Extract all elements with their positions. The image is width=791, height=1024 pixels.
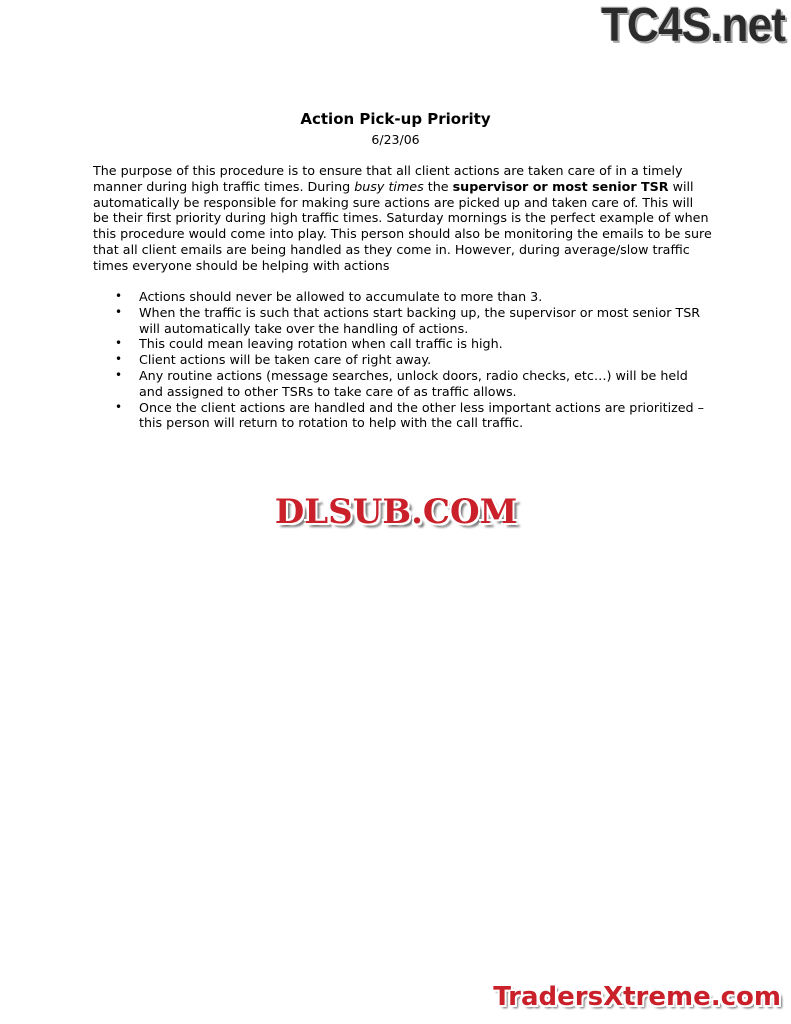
watermark-top: TC4S.net [600,0,785,52]
procedure-bullet-list [93,289,713,431]
document-date: 6/23/06 [371,132,420,147]
bullet-icon: • [115,367,123,382]
bullet-icon: • [115,336,123,351]
intro-paragraph [93,163,713,274]
bullet-item [93,305,713,337]
bullet-text: This could mean leaving rotation when call traffic is high. [139,336,503,352]
bullet-item [93,289,713,305]
bullet-text: When the traffic is such that actions start backing up, the supervisor or most senior TSR will automatically take over the handling of actions. [139,304,701,336]
document-title: Action Pick-up Priority [300,110,491,128]
bullet-text: Client actions will be taken care of right away. [139,352,432,368]
bullet-icon: • [115,304,123,319]
bullet-item [93,352,713,368]
bullet-icon: • [115,289,123,303]
intro-text-1: The purpose of this procedure is to ensure that all client actions are taken care of in a timely manner during high traffic times. During [93,163,683,194]
bullet-icon: • [115,352,123,367]
intro-strong: supervisor or most senior TSR [452,178,669,194]
bullet-text: Any routine actions (message searches, unlock doors, radio checks, etc…) will be held and assigned to other TSRs to take care of as traffic allows. [139,367,688,399]
intro-emphasis: busy times [354,178,424,194]
bullet-icon: • [115,399,123,414]
bullet-text: Actions should never be allowed to accumulate to more than 3. [139,289,543,304]
bullet-text: Once the client actions are handled and the other less important actions are prioritized – this person will return to rotation to help with the call traffic. [139,399,704,431]
bullet-item [93,336,713,352]
bullet-item [93,400,713,432]
intro-text-3: will automatically be responsible for making sure actions are picked up and taken care of. This will be their first priority during high traffic times. Saturday mornings is the perfect example of when this procedure would come into play. This person should also be monitoring the emails to be sure that all client emails are being handled as they come in. However, during average/slow traffic times everyone should be helping with actions [93,178,712,273]
watermark-bottom-logo: TradersXtreme.com [493,982,781,1012]
watermark-center-logo: DLSUB.COM [274,492,518,532]
bullet-item [93,368,713,400]
intro-text-2: the [423,178,453,194]
